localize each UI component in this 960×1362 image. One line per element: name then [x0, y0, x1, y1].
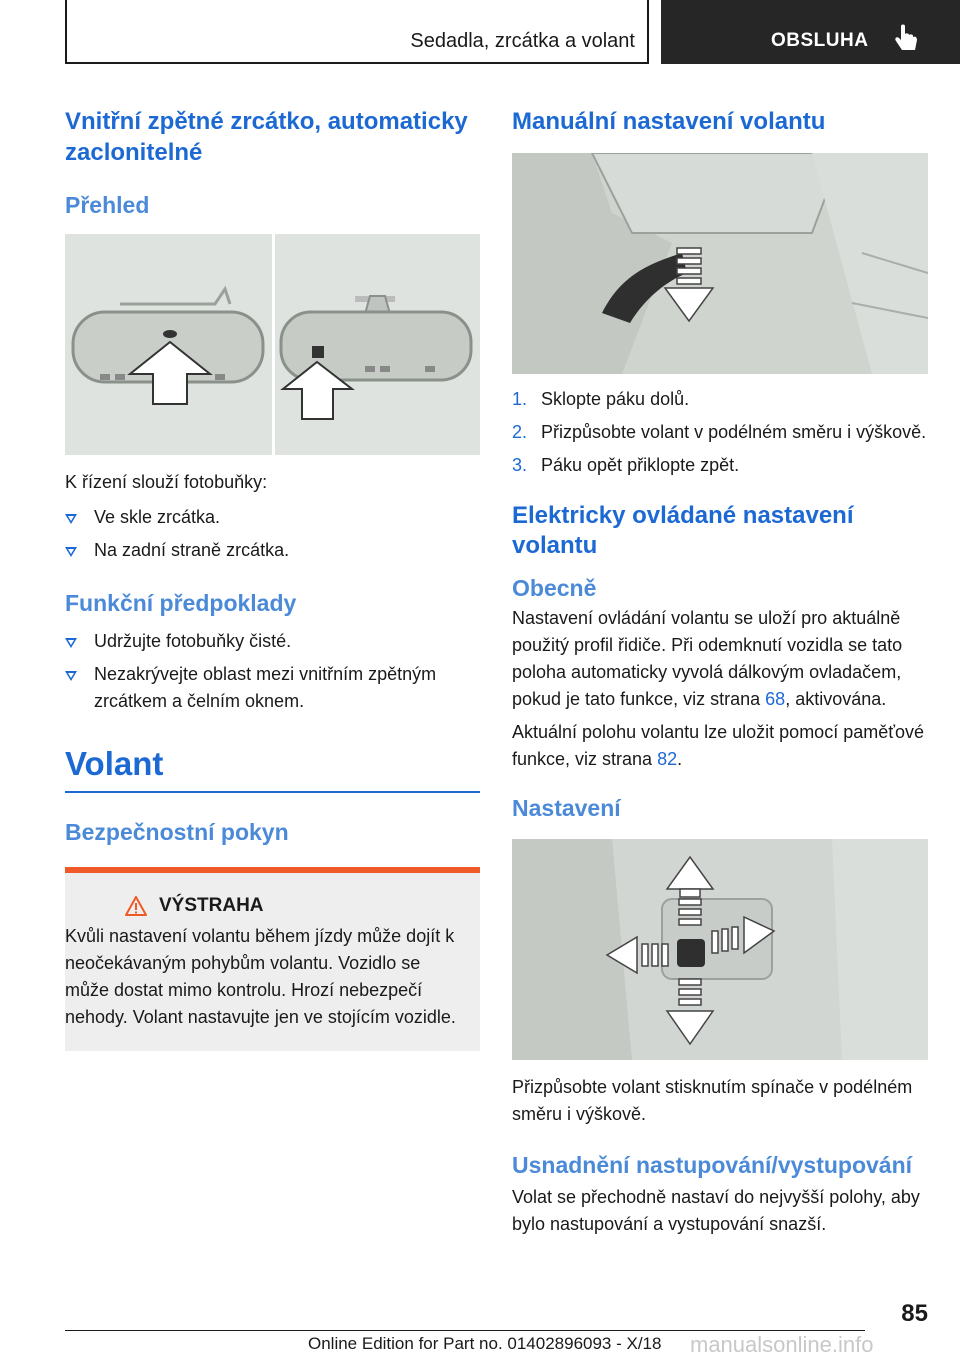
- header-section-box: [65, 0, 649, 64]
- bullet-triangle-icon: [65, 547, 77, 557]
- page-link-82[interactable]: 82: [657, 749, 678, 769]
- footer-edition: Online Edition for Part no. 01402896093 - X/18: [308, 1334, 662, 1353]
- entry-heading: Usnadnění nastupování/vystupování: [512, 1152, 913, 1178]
- page-link-68[interactable]: 68: [765, 689, 786, 709]
- list-item: Na zadní straně zrcátka.: [65, 537, 480, 564]
- warning-triangle-icon: [125, 896, 147, 916]
- lever-figure: [512, 153, 928, 374]
- header-tab-label: OBSLUHA: [771, 30, 869, 51]
- mirror-illustration: [65, 234, 480, 455]
- warning-text: Kvůli nastavení volantu během jízdy může dojít k neočekávaným pohybům volantu. Vozidlo se může dostat mimo kontrolu. Hrozí nebezpečí nehody. Volant nastavujte jen ve stojícím vozidle.: [65, 926, 456, 1027]
- pointing-hand-icon: [893, 24, 919, 54]
- prereq-list: [65, 628, 480, 715]
- overview-heading: Přehled: [65, 192, 150, 218]
- footer-rule: [65, 1330, 865, 1331]
- steering-heading: Volant: [65, 745, 164, 782]
- bullet-triangle-icon: [65, 514, 77, 524]
- manual-heading: Manuální nastavení volantu: [512, 108, 826, 135]
- list-item: 3. Páku opět přiklopte zpět.: [512, 455, 740, 475]
- entry-text: Volat se přechodně nastaví do nejvyšší polohy, aby bylo nastupování a vystupování snazší.: [512, 1187, 920, 1234]
- list-item: 1. Sklopte páku dolů.: [512, 389, 690, 409]
- general-heading: Obecně: [512, 575, 597, 601]
- bullet-triangle-icon: [65, 671, 77, 681]
- prereq-heading: Funkční předpoklady: [65, 590, 297, 616]
- manual-steps: [512, 386, 928, 479]
- general-paragraph-1: Nastavení ovládání volantu se uloží pro aktuálně použitý profil řidiče. Při odemknutí vozidla se tato poloha automaticky vyvolá dálkovým ovladačem, pokud je tato funkce, viz strana 68, aktivována.: [512, 608, 903, 709]
- safety-heading: Bezpečnostní pokyn: [65, 819, 289, 845]
- list-item: Udržujte fotobuňky čisté.: [65, 628, 480, 655]
- page-header: [0, 0, 960, 66]
- page-number: 85: [901, 1300, 928, 1327]
- electric-heading: Elektricky ovládané nastavení volantu: [512, 502, 854, 559]
- switch-figure: [512, 839, 928, 1060]
- general-paragraph-2: Aktuální polohu volantu lze uložit pomocí paměťové funkce, viz strana 82.: [512, 722, 924, 769]
- right-column: [512, 100, 928, 1238]
- photocell-intro: K řízení slouží fotobuňky:: [65, 472, 268, 492]
- steering-divider: [65, 791, 480, 793]
- switch-illustration: [512, 839, 928, 1060]
- header-section-title: Sedadla, zrcátka a volant: [410, 30, 635, 52]
- warning-title: VÝSTRAHA: [159, 895, 264, 916]
- footer-brand: manualsonline.info: [690, 1332, 874, 1357]
- header-tab: [661, 0, 960, 64]
- list-item: Nezakrývejte oblast mezi vnitřním zpětným zrcátkem a čelním oknem.: [65, 661, 480, 715]
- lever-illustration: [512, 153, 928, 374]
- settings-text: Přizpůsobte volant stisknutím spínače v podélném směru i výškově.: [512, 1077, 913, 1124]
- photocell-list: [65, 504, 480, 564]
- warning-box: [65, 873, 480, 1051]
- list-item: Ve skle zrcátka.: [65, 504, 480, 531]
- list-item: 2. Přizpůsobte volant v podélném směru i výškově.: [512, 422, 927, 442]
- warning-block: [65, 867, 480, 1051]
- mirror-title: Vnitřní zpětné zrcátko, automaticky zaclonitelné: [65, 108, 468, 166]
- mirror-figure: [65, 234, 480, 455]
- left-column: [65, 100, 480, 1051]
- bullet-triangle-icon: [65, 638, 77, 648]
- settings-heading: Nastavení: [512, 795, 621, 821]
